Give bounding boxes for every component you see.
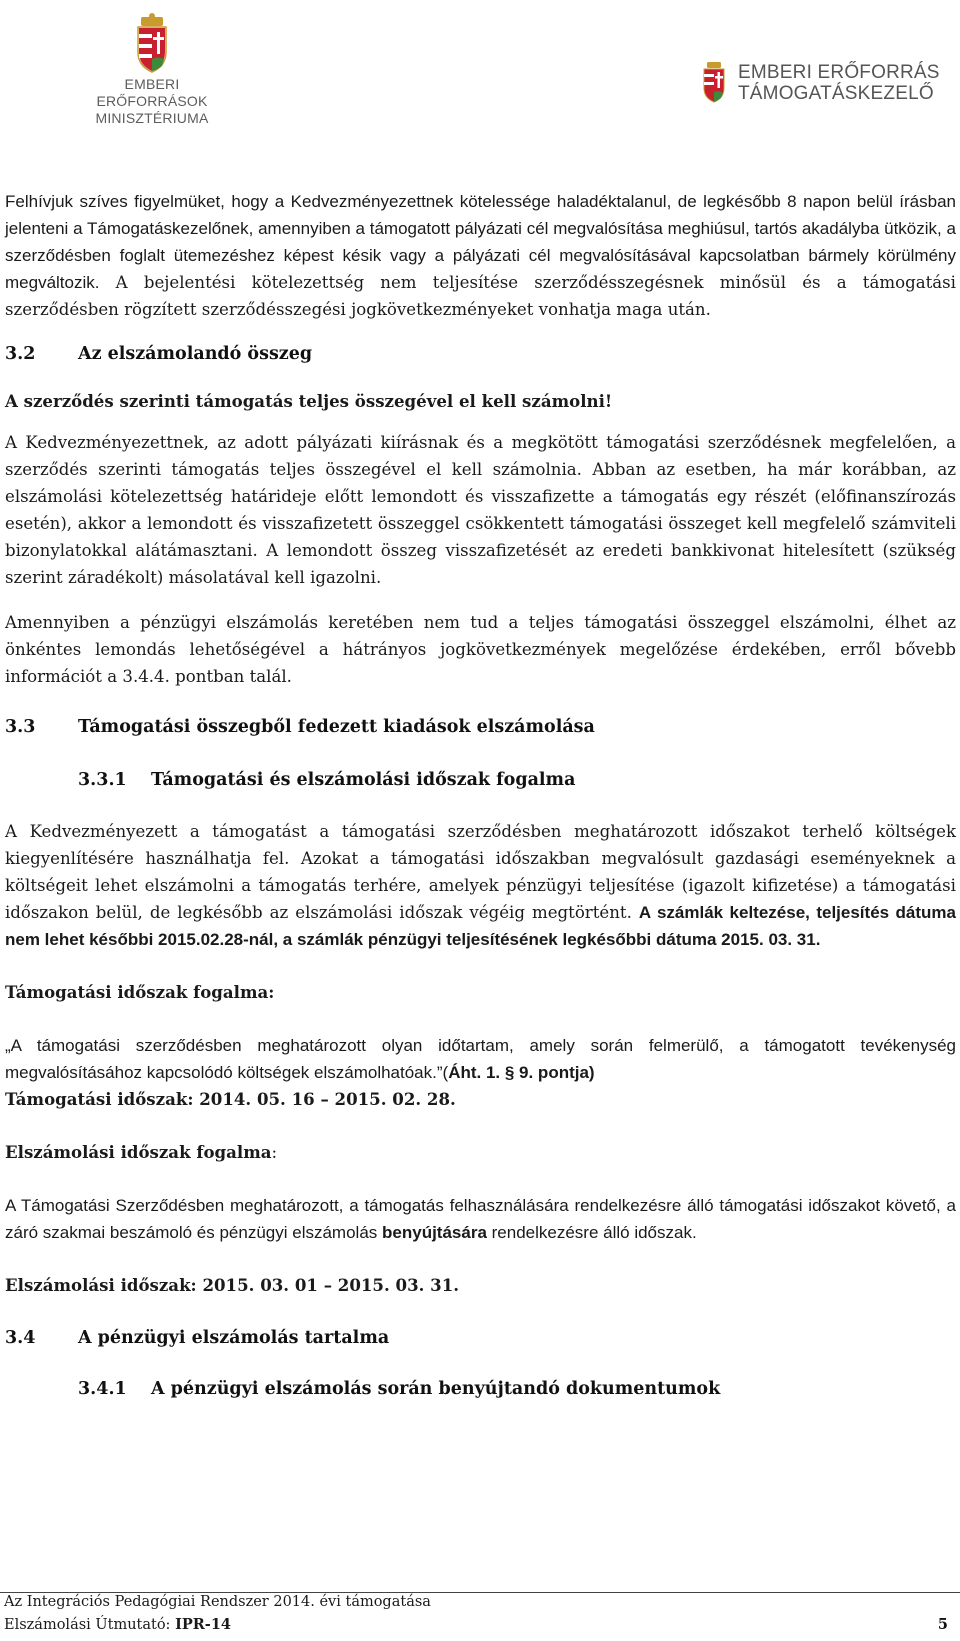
quote-reference: Áht. 1. § 9. pontja) [448, 1063, 595, 1082]
invoice-deadline-text: A számlák keltezése, teljesítés dátuma nem lehet későbbi 2015.02.28-nál, a számlák pénzügyi teljesítésének legkésőbbi dátuma 2015. 03. 31. [5, 903, 956, 949]
support-manager-logo [700, 58, 950, 106]
settlement-text-bold: benyújtására [382, 1223, 487, 1242]
settlement-period-dates: Elszámolási időszak: 2015. 03. 01 – 2015. 03. 31. [5, 1275, 460, 1295]
coat-of-arms-icon [132, 12, 172, 74]
quote-text: „A támogatási szerződésben meghatározott olyan időtartam, amely során felmerülő, a támogatott tevékenység megvalósításához kapcsolódó költségek elszámolhatóak.”( [5, 1036, 956, 1082]
support-manager-line1: EMBERI ERŐFORRÁS [738, 62, 940, 83]
section-number: 3.3.1 [78, 770, 127, 790]
section-heading-3-3-1 [5, 767, 956, 794]
notification-paragraph [5, 188, 956, 323]
section-number: 3.3 [5, 717, 36, 737]
footer-guide-code: IPR-14 [175, 1616, 231, 1633]
section-heading-3-3 [5, 714, 956, 741]
section-title: Támogatási és elszámolási időszak fogalma [151, 770, 576, 790]
page-number: 5 [937, 1616, 948, 1633]
section-number: 3.2 [5, 344, 36, 364]
section-number: 3.4.1 [78, 1379, 127, 1399]
ministry-logo [72, 12, 232, 127]
support-period-text: A Kedvezményezett a támogatást a támogatási szerződésben meghatározott időszakot terhelő költségek kiegyenlítésére használhatja fel. Azokat a támogatási időszakban megvalósult gazdasági eseményeknek a költségeit lehet elszámolni a támogatás terhére, amelyek pénzügyi teljesítése (igazolt kifizetése) a támogatási időszakon belül, de legkésőbb az elszámolási időszak végéig megtörtént. [5, 822, 956, 922]
settlement-amount-paragraph: A Kedvezményezettnek, az adott pályázati kiírásnak és a megkötött támogatási szerződésnek megfelelően, a szerződés szerinti támogatás teljes összegével el kell számolnia. Abban az esetben, ha már korábban, az elszámolási kötelezettség határideje előtt lemondott és visszafizette a támogatás egy részét (előfinanszírozás esetén), akkor a lemondott és visszafizetett összeggel csökkentett támogatási összeget kell megfelelő számviteli bizonylatokkal alátámasztani. A lemondott összeg visszafizetését az eredeti bankkivonat hitelesített (szükség szerint záradékolt) másolatával kell igazolni. [5, 433, 956, 587]
support-manager-name [738, 62, 940, 104]
voluntary-waiver-paragraph: Amennyiben a pénzügyi elszámolás keretében nem tud a teljes támogatási összeggel elszámolni, élhet az önkéntes lemondás lehetőségével a hátrányos jogkövetkezmények megelőzése érdekében, erről bővebb információt a 3.4.4. pontban talál. [5, 613, 956, 686]
support-period-quote [5, 1032, 956, 1086]
support-manager-line2: TÁMOGATÁSKEZELŐ [738, 83, 934, 104]
section-title: A pénzügyi elszámolás során benyújtandó dokumentumok [151, 1379, 721, 1399]
coat-of-arms-small-icon [700, 60, 728, 104]
section-heading-3-2 [5, 341, 956, 368]
notification-text-part2: A bejelentési kötelezettség nem teljesítése szerződésszegésnek minősül és a támogatási szerződésben rögzített szerződésszegési jogkövetkezményeket vonhatja maga után. [5, 273, 956, 319]
footer-divider [0, 1592, 960, 1593]
document-body [5, 188, 956, 1403]
support-period-definition-heading: Támogatási időszak fogalma: [5, 982, 275, 1002]
section-title: Az elszámolandó összeg [78, 344, 313, 364]
section-title: Támogatási összegből fedezett kiadások elszámolása [78, 717, 595, 737]
settlement-heading-colon: : [271, 1143, 278, 1162]
support-period-paragraph [5, 818, 956, 953]
section-number: 3.4 [5, 1328, 36, 1348]
notification-text-part1: Felhívjuk szíves figyelmüket, hogy a Kedvezményezettnek kötelessége haladéktalanul, de legkésőbb 8 napon belül írásban jelenteni a Támogatáskezelőnek, amennyiben a támogatott pályázati cél megvalósítása meghiúsul, tartós akadályba ütközik, a szerződésben foglalt ütemezéshez képest késik vagy a pályázati cél megvalósításával kapcsolatban bármely körülmény megváltozik. [5, 192, 956, 292]
settlement-period-paragraph [5, 1192, 956, 1246]
bold-notice: A szerződés szerinti támogatás teljes összegével el kell számolni! [5, 391, 613, 411]
section-title: A pénzügyi elszámolás tartalma [78, 1328, 390, 1348]
settlement-text-part2: rendelkezésre álló időszak. [486, 1223, 697, 1242]
section-heading-3-4-1 [5, 1376, 956, 1403]
settlement-heading-text: Elszámolási időszak fogalma [5, 1142, 272, 1162]
footer-guide-label: Elszámolási Útmutató: [4, 1617, 176, 1633]
footer-program-title: Az Integrációs Pedagógiai Rendszer 2014. évi támogatása [4, 1594, 431, 1610]
footer-guide-line [4, 1616, 231, 1633]
support-period-dates: Támogatási időszak: 2014. 05. 16 – 2015. 02. 28. [5, 1089, 456, 1109]
settlement-text-part1: A Támogatási Szerződésben meghatározott, a támogatás felhasználására rendelkezésre álló támogatási időszakot követő, a záró szakmai beszámoló és pénzügyi elszámolás [5, 1196, 956, 1242]
ministry-name-line2: MINISZTÉRIUMA [95, 110, 209, 126]
section-heading-3-4 [5, 1325, 956, 1352]
settlement-period-definition-heading [5, 1139, 956, 1166]
ministry-name-line1: EMBERI ERŐFORRÁSOK [96, 76, 208, 109]
page-header [0, 0, 960, 130]
